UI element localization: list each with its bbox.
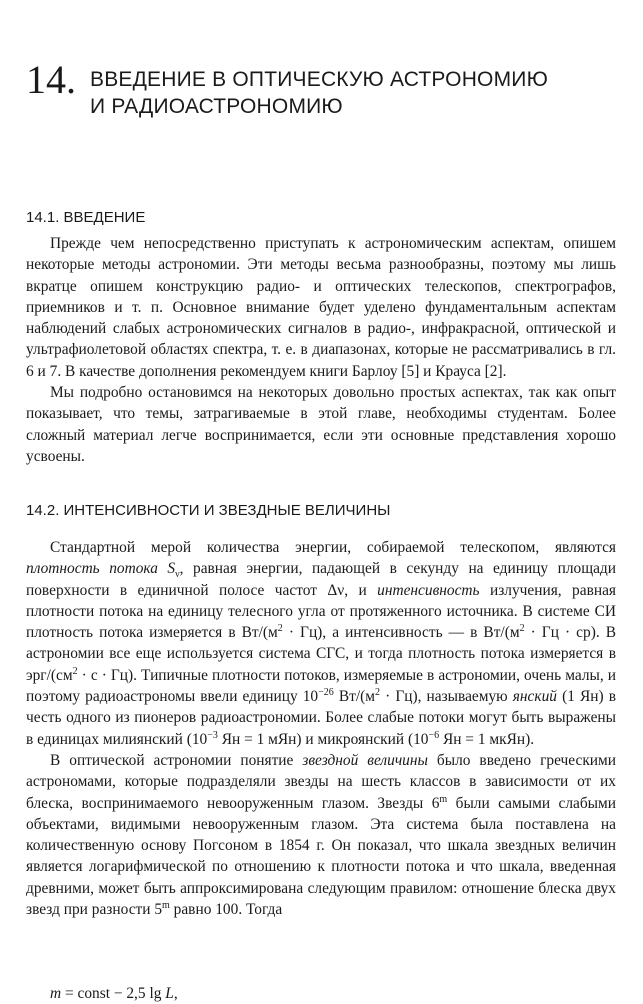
section-2-paragraph-2: В оптической астрономии понятие звездной величины было введено греческими астрономами, которые подразделяли звезды на шесть классов в зависимости от их блеска, воспринимаемого невооруженным глазом. Звезды 6$^m$ были самыми слабыми объектами, видимыми невооруженным глазом. Эта система была поставлена на количественную основу Погсоном в 1854 г. Он показал, что шкала звездных величин является логарифмической по отношению к плотности потока и что шкала, введенная древними, может быть аппроксимирована следующим правилом: отношение блеска двух звезд при разности 5$^m$ равно 100. Тогда — [26, 751, 617, 919]
chapter-title — [90, 66, 630, 120]
term-jansky: янский — [512, 688, 557, 706]
section-1-body — [26, 233, 616, 467]
chapter-title-line-1: ВВЕДЕНИЕ В ОПТИЧЕСКУЮ АСТРОНОМИЮ — [90, 68, 548, 91]
section-2-heading: 14.2. ИНТЕНСИВНОСТИ И ЗВЕЗДНЫЕ ВЕЛИЧИНЫ — [26, 502, 391, 519]
term-stellar-magnitude: звездной величины — [302, 751, 428, 769]
chapter-title-line-2: И РАДИОАСТРОНОМИЮ — [90, 95, 343, 118]
term-flux-density: плотность потока S — [26, 560, 176, 578]
section-1-paragraph-1: Прежде чем непосредственно приступать к астрономическим аспектам, опишем некоторые методы астрономии. Эти методы весьма разнообразны, поэтому мы лишь вкратце опишем конструкцию радио- и оптических телескопов, спектрографов, приемников и т. п. Основное внимание будет уделено фундаментальным аспектам наблюдений слабых астрономических сигналов в радио-, инфракрасной, оптической и ультрафиолетовой областях спектра, т. е. в диапазонах, которые не рассматривались в гл. 6 и 7. В качестве дополнения рекомендуем книги Барлоу [5] и Крауса [2]. — [26, 235, 616, 380]
section-2-body — [26, 537, 616, 920]
section-1-paragraph-2: Мы подробно остановимся на некоторых довольно простых аспектах, так как опыт показывает, что темы, затрагиваемые в этой главе, необходимы студентам. Более сложный материал легче воспринимается, если эти основные представления хорошо усвоены. — [26, 384, 616, 465]
chapter-number: 14. — [26, 57, 76, 102]
magnitude-formula: m = const − 2,5 lg L, — [50, 985, 178, 1002]
term-intensity: интенсивность — [377, 581, 480, 599]
section-2-paragraph-1: Стандартной мерой количества энергии, собираемой телескопом, являются плотность потока $S_\nu$, равная энергии, падающей в секунду на единицу площади поверхности в единичной полосе частот Δν, и интенсивность излучения, равная плотности потока на единицу телесного угла от протяженного источника. В системе СИ плотность потока измеряется в $Вт/(м^2 \cdot Гц)$, а интенсивность — в $Вт/(м^2$ · Гц · ср). В астрономии все еще используется система СГС, и тогда плотность потока измеряется в эрг/$(см^2 \cdot с \cdot Гц)$. Типичные плотности потоков, измеряемые в астрономии, очень малы, и поэтому радиоастрономы ввели единицу $10^{-26}$ $Вт/(м^2 \cdot Гц)$, называемую янский (1 Ян) в честь одного из пионеров радиоастрономии. Более слабые потоки могут быть выражены в единицах милиянский ($10^{-3}$ Ян = 1 мЯн) и микроянский ($10^{-6}$ Ян = 1 мкЯн). — [26, 539, 617, 748]
section-1-heading: 14.1. ВВЕДЕНИЕ — [26, 209, 146, 226]
